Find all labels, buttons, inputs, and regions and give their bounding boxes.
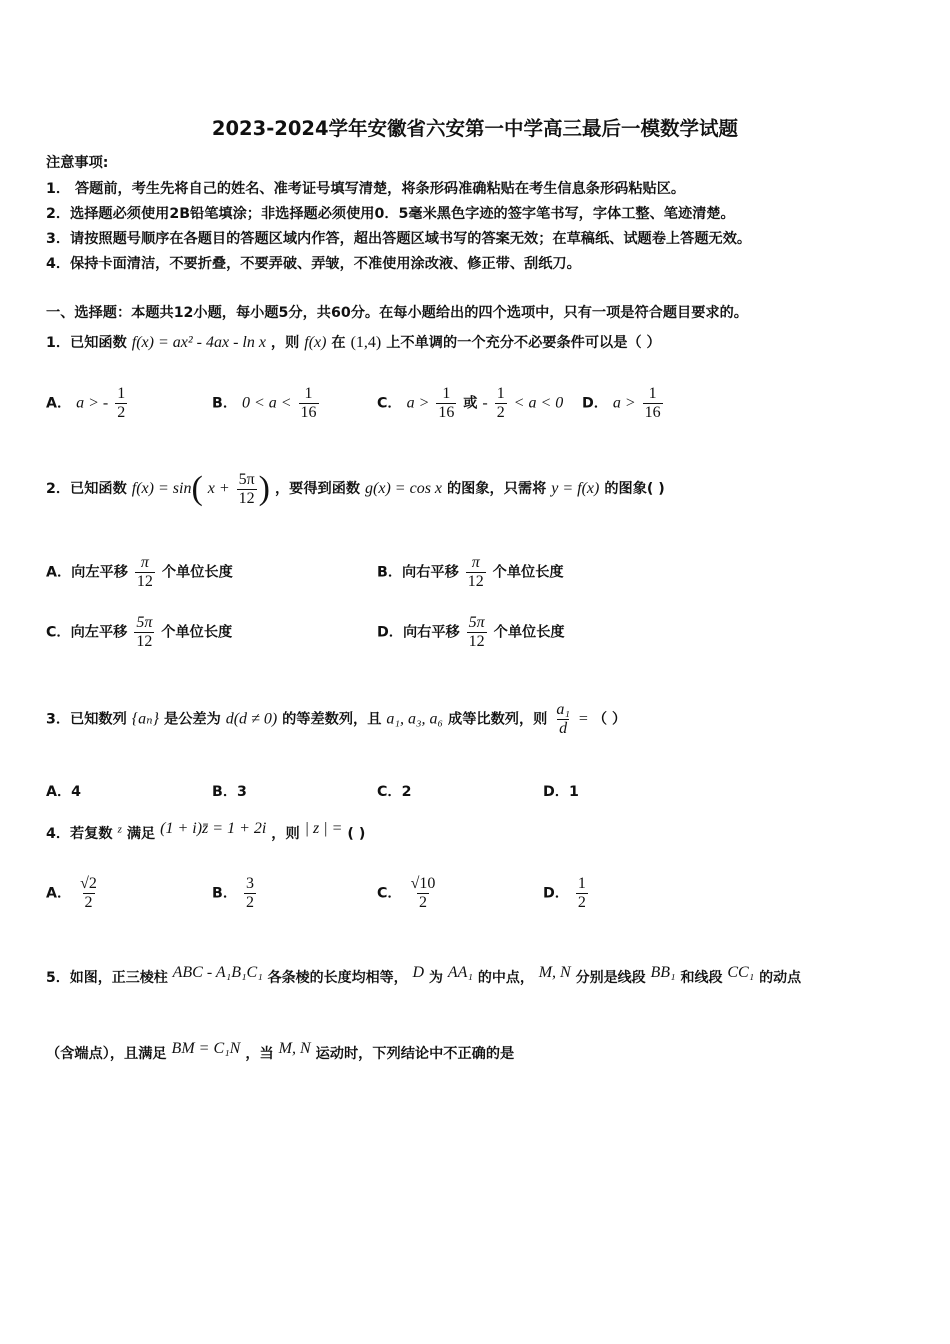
q4-option-b[interactable] <box>212 875 258 912</box>
q1-option-c[interactable] <box>377 385 563 422</box>
q1-option-d-label: D． <box>582 395 608 412</box>
q3-stem-pre: 3．已知数列 <box>46 711 127 728</box>
q4-option-a[interactable] <box>46 875 101 912</box>
q4-mid1: 满足 <box>126 826 156 842</box>
q2-stem-post: 的图象( ) <box>604 481 665 497</box>
q4-option-b-label: B． <box>212 885 238 902</box>
q4-abs: | z | = <box>304 820 343 837</box>
q4-stem-pre: 4．若复数 <box>46 826 113 842</box>
question-5-stem-line-2 <box>46 1040 514 1063</box>
q3-stem-post: （ ） <box>592 711 627 728</box>
q2-stem-pre: 2．已知函数 <box>46 481 127 497</box>
q3-mid1: 是公差为 <box>164 711 221 728</box>
q2-c-den: 12 <box>136 633 153 650</box>
q2-b-den: 12 <box>467 573 484 590</box>
q3-f-den: d <box>559 720 568 737</box>
q2-option-c-fraction <box>134 614 154 651</box>
q4-option-a-label: A． <box>46 885 72 902</box>
notice-item-1: 1． 答题前，考生先将自己的姓名、准考证号填写清楚，将条形码准确粘贴在考生信息条形码粘贴区。 <box>46 181 686 197</box>
q1-function: f(x) = ax² - 4ax - ln x <box>131 334 266 351</box>
q3-option-d[interactable]: D．1 <box>543 784 579 800</box>
q5-prism: ABC - A₁B₁C₁ <box>172 964 263 981</box>
q2-c-num: 5π <box>136 614 153 631</box>
question-5-stem <box>46 964 801 987</box>
q2-f-num: 5π <box>238 470 255 488</box>
q4-option-a-fraction <box>78 875 99 912</box>
q1-c-num: 1 <box>442 385 451 402</box>
q3-sequence: {aₙ} <box>131 710 160 728</box>
q2-option-d-fraction <box>467 614 487 651</box>
question-4-stem <box>46 820 365 843</box>
q2-g-function: g(x) = cos x <box>365 480 443 497</box>
q4-b-den: 2 <box>245 894 254 911</box>
q3-terms: a₁, a₃, a₆ <box>386 710 444 728</box>
q4-option-c-label: C． <box>377 885 402 902</box>
q1-c-den: 16 <box>438 404 455 421</box>
q2-y-function: y = f(x) <box>551 480 600 497</box>
q1-option-d-expr: a > <box>612 394 636 412</box>
q5-cc1: CC₁ <box>727 964 755 981</box>
q5-bb1: BB₁ <box>650 964 676 981</box>
q2-mid2: 的图象，只需将 <box>446 481 547 497</box>
q1-fx: f(x) <box>304 334 327 351</box>
q2-option-a-label: A．向左平移 <box>46 564 128 581</box>
q3-mid2: 的等差数列，且 <box>282 711 382 728</box>
q2-option-c-post: 个单位长度 <box>161 624 233 641</box>
q1-c-den2: 2 <box>496 404 505 421</box>
q4-a-num: √2 <box>80 875 97 892</box>
q3-mid3: 成等比数列，则 <box>448 711 548 728</box>
q1-option-a-label: A． <box>46 395 72 412</box>
q2-b-num: π <box>471 554 480 571</box>
q2-a-den: 12 <box>136 573 153 590</box>
question-3-stem <box>46 701 626 738</box>
q5-point-d: D <box>412 964 425 981</box>
q2-option-b-fraction <box>466 554 486 591</box>
q1-option-c-fraction-2 <box>495 385 507 422</box>
notice-heading: 注意事项: <box>46 155 109 171</box>
q1-option-b-label: B． <box>212 395 238 412</box>
q2-left-paren: ( <box>191 470 203 507</box>
q1-option-a-expr: a > - <box>76 394 109 412</box>
q2-f-den: 12 <box>238 489 255 507</box>
q4-d-num: 1 <box>577 875 586 892</box>
q4-z: z <box>117 823 122 836</box>
q1-stem-post: 上不单调的一个充分不必要条件可以是（ ） <box>386 335 661 351</box>
q2-function: f(x) = sin <box>131 480 192 497</box>
q1-d-num: 1 <box>648 385 657 402</box>
q2-a-num: π <box>140 554 149 571</box>
q3-d: d(d ≠ 0) <box>225 710 278 728</box>
q4-option-c-fraction <box>409 875 438 912</box>
notice-item-3: 3．请按照题号顺序在各题目的答题区域内作答，超出答题区域书写的答案无效；在草稿纸、试题卷上答题无效。 <box>46 231 752 247</box>
q4-c-den: 2 <box>418 894 427 911</box>
q2-option-b[interactable] <box>377 554 564 591</box>
q1-option-b-expr: 0 < a < <box>241 394 292 412</box>
q3-f-num: a₁ <box>556 701 570 718</box>
q1-option-c-label: C． <box>377 395 402 412</box>
q2-d-num: 5π <box>468 614 485 631</box>
q2-option-d-post: 个单位长度 <box>493 624 565 641</box>
q4-option-d[interactable] <box>543 875 590 912</box>
q4-option-d-label: D． <box>543 885 569 902</box>
q1-option-c-expr-2: < a < 0 <box>513 394 564 412</box>
q1-option-a-fraction <box>115 385 127 422</box>
q5-mn-2: M, N <box>278 1040 311 1057</box>
q1-option-b[interactable] <box>212 385 321 422</box>
q2-d-den: 12 <box>468 633 485 650</box>
question-1-stem <box>46 332 661 352</box>
q4-equation: (1 + i)z̄ = 1 + 2i <box>160 820 267 837</box>
q5-mid4: 分别是线段 <box>575 970 646 986</box>
q4-a-den: 2 <box>84 894 93 911</box>
q4-c-num: √10 <box>410 875 436 892</box>
q1-c-num2: 1 <box>496 385 505 402</box>
q2-x-plus: x + <box>207 480 230 497</box>
question-2-stem <box>46 470 665 508</box>
q1-option-a[interactable] <box>46 385 129 422</box>
q2-mid1: ，要得到函数 <box>274 481 361 497</box>
q5-line2-mid: ，当 <box>245 1046 274 1062</box>
q2-option-a[interactable] <box>46 554 233 591</box>
q3-option-c[interactable]: C．2 <box>377 784 412 800</box>
q2-option-b-label: B．向右平移 <box>377 564 459 581</box>
q1-mid1: ，则 <box>270 335 300 351</box>
q5-mid6: 的动点 <box>759 970 802 986</box>
q5-line2-pre: （含端点），且满足 <box>46 1046 167 1062</box>
q4-b-num: 3 <box>245 875 254 892</box>
page-title: 2023-2024学年安徽省六安第一中学高三最后一模数学试题 <box>211 117 739 140</box>
q1-option-b-fraction <box>299 385 319 422</box>
q4-option-b-fraction <box>244 875 256 912</box>
q2-option-a-post: 个单位长度 <box>161 564 233 581</box>
q1-mid2: 在 <box>331 335 346 351</box>
q2-option-c[interactable] <box>46 614 232 651</box>
q5-mn: M, N <box>538 964 571 981</box>
q4-stem-post: ( ) <box>347 826 366 842</box>
q1-option-c-or: 或 <box>463 395 478 412</box>
q2-option-b-post: 个单位长度 <box>492 564 564 581</box>
q2-option-d-label: D．向右平移 <box>377 624 460 641</box>
q5-mid2: 为 <box>428 970 443 986</box>
q5-mid3: 的中点， <box>477 970 534 986</box>
q2-option-d[interactable] <box>377 614 565 651</box>
q1-b-den: 16 <box>300 404 317 421</box>
q2-right-paren: ) <box>258 470 270 507</box>
q1-option-c-fraction <box>436 385 456 422</box>
q3-eq: = <box>578 710 588 728</box>
q1-a-num: 1 <box>117 385 126 402</box>
q1-option-d[interactable] <box>582 385 665 422</box>
q1-d-den: 16 <box>644 404 661 421</box>
q3-fraction <box>554 701 572 738</box>
q5-mid5: 和线段 <box>680 970 723 986</box>
q1-interval: (1,4) <box>350 334 382 351</box>
q2-option-c-label: C．向左平移 <box>46 624 128 641</box>
q4-option-d-fraction <box>576 875 588 912</box>
q4-option-c[interactable] <box>377 875 439 912</box>
q1-option-d-fraction <box>643 385 663 422</box>
q5-mid1: 各条棱的长度均相等， <box>267 970 408 986</box>
q1-option-c-minus: - <box>482 394 488 412</box>
q5-aa1: AA₁ <box>447 964 473 981</box>
q1-stem-pre: 1．已知函数 <box>46 335 127 351</box>
q2-function-fraction <box>237 471 257 508</box>
q1-b-num: 1 <box>304 385 313 402</box>
q5-condition: BM = C₁N <box>171 1040 241 1057</box>
notice-item-4: 4．保持卡面清洁，不要折叠，不要弄破、弄皱，不准使用涂改液、修正带、刮纸刀。 <box>46 256 581 272</box>
q5-line2-post: 运动时，下列结论中不正确的是 <box>315 1046 515 1062</box>
q3-option-a[interactable]: A．4 <box>46 784 82 800</box>
section-heading: 一、选择题：本题共12小题，每小题5分，共60分。在每小题给出的四个选项中，只有一项是符合题目要求的。 <box>46 305 748 321</box>
q4-d-den: 2 <box>577 894 586 911</box>
q2-option-a-fraction <box>135 554 155 591</box>
q1-a-den: 2 <box>117 404 126 421</box>
q5-stem-pre: 5．如图，正三棱柱 <box>46 970 168 986</box>
q4-mid2: ，则 <box>271 826 300 842</box>
q3-option-b[interactable]: B．3 <box>212 784 247 800</box>
notice-item-2: 2．选择题必须使用2B铅笔填涂；非选择题必须使用0．5毫米黑色字迹的签字笔书写，字体工整、笔迹清楚。 <box>46 206 735 222</box>
q1-option-c-expr: a > <box>406 394 430 412</box>
